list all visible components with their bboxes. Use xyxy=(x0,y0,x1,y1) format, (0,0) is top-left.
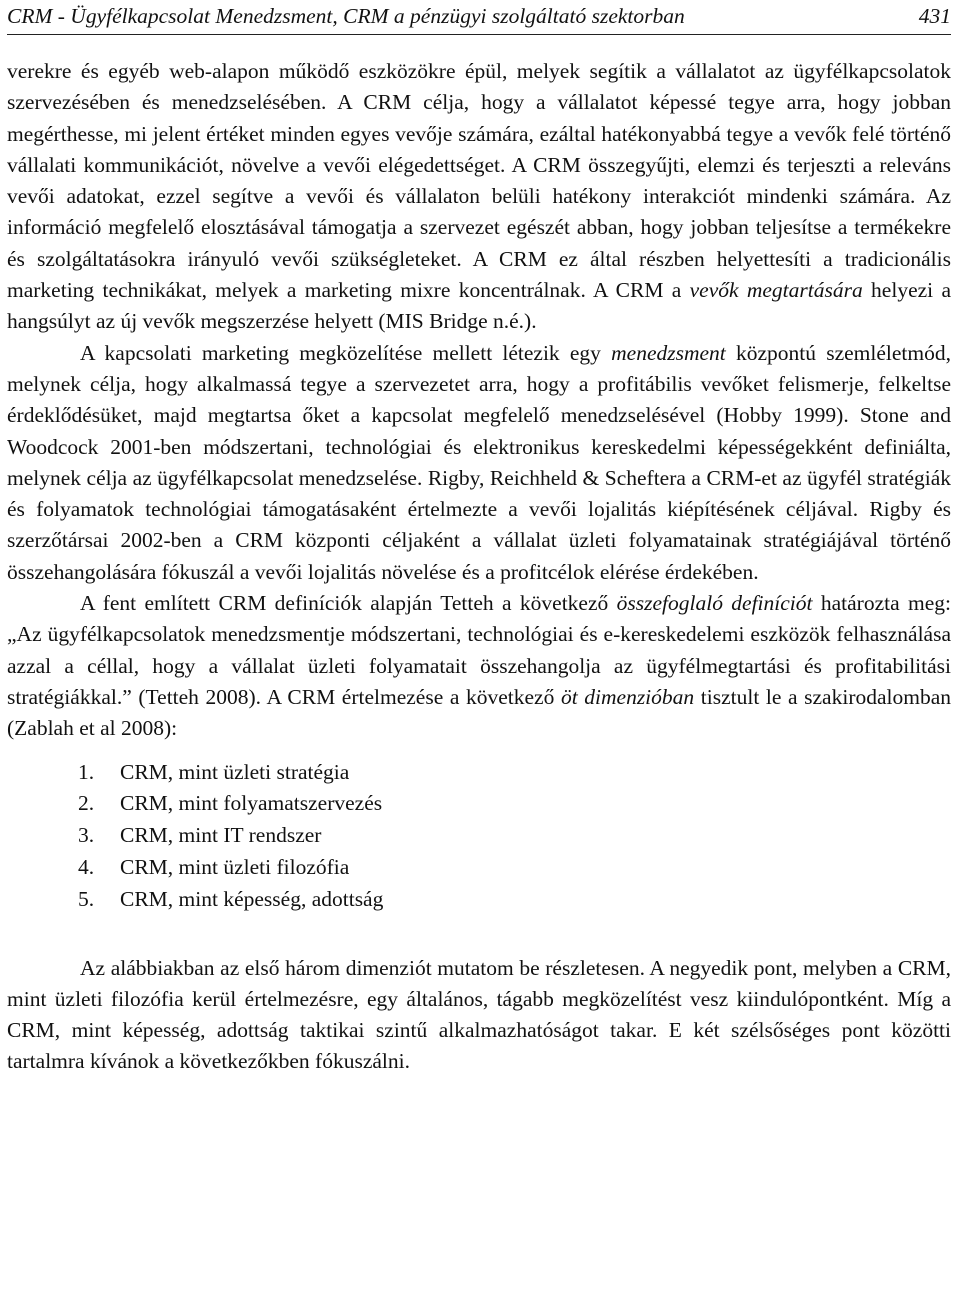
paragraph-3-text-b: határozta meg: „Az ügyfélkapcsolatok menedzsmentje módszertani, technológiai és e-kereskedelemi eszközök felhasználása azzal a céllal, hogy a vállalat üzleti folyamatait összehangolja az ügyfélmegtartási és profitabilitási stratégiákkal.” (Tetteh 2008). A CRM értelmezése a következő xyxy=(7,591,951,709)
paragraph-3 xyxy=(7,588,951,744)
header-title: CRM - Ügyfélkapcsolat Menedzsment, CRM a pénzügyi szolgáltató szektorban xyxy=(7,4,685,28)
body-text xyxy=(7,56,951,1078)
list-item xyxy=(7,820,951,852)
list-item-number: 2. xyxy=(78,791,95,816)
document-page xyxy=(7,0,951,1078)
paragraph-3-text-c: tisztult le a szakirodalomban (Zablah et al 2008): xyxy=(7,684,952,741)
list-item xyxy=(7,788,951,820)
paragraph-1-text-a: verekre és egyéb web-alapon működő eszközökre épül, melyek segítik a vállalatot az ügyfélkapcsolatok szervezésében és menedzselésében. A CRM célja, hogy a vállalatot képessé tegye arra, hogy jobban megérthesse, mi jelent értéket minden egyes vevője számára, ezáltal hatékonyabbá tegye a vevők felé történő vállalati kommunikációt, növelve a vevői elégedettséget. A CRM összegyűjti, elemzi és terjeszti a releváns vevői adatokat, ezzel segítve a vevői és vállalaton belüli hatékony interakciót mindenki számára. Az információ megfelelő elosztásával támogatja a szervezet egészét abban, hogy jobban teljesítse a termékekre és szolgáltatásokra irányuló vevői szükségleteket. A CRM ez által részben helyettesíti a tradicionális marketing technikákat, melyek a marketing mixre koncentrálnak. A CRM a xyxy=(7,59,951,303)
list-item-number: 5. xyxy=(78,886,95,911)
paragraph-4: Az alábbiakban az első három dimenziót mutatom be részletesen. A negyedik pont, melyben a CRM, mint üzleti filozófia kerül értelmezésre, egy általános, tágabb megközelítést vesz kiindulópontként. Míg a CRM, mint képesség, adottság taktikai szintű alkalmazhatóságot takar. E két szélsőséges pont közötti tartalmra kívánok a következőkben fókuszálni. xyxy=(7,955,951,1074)
list-item xyxy=(7,852,951,884)
list-item-number: 3. xyxy=(78,823,95,848)
paragraph-2-emphasis: menedzsment xyxy=(611,340,726,365)
page-number: 431 xyxy=(918,4,951,28)
paragraph-1 xyxy=(7,56,951,338)
running-header xyxy=(7,0,951,35)
list-item xyxy=(7,757,951,789)
paragraph-2-text-a: A kapcsolati marketing megközelítése mellett létezik egy xyxy=(80,340,612,365)
list-item-text: CRM, mint IT rendszer xyxy=(120,823,322,848)
dimension-list xyxy=(7,757,951,916)
list-item-text: CRM, mint folyamatszervezés xyxy=(120,791,383,816)
list-item-number: 1. xyxy=(78,759,95,784)
list-item-text: CRM, mint üzleti stratégia xyxy=(120,759,350,784)
list-item-number: 4. xyxy=(78,854,95,879)
paragraph-1-text-b: helyezi a hangsúlyt az új vevők megszerzése helyett (MIS Bridge n.é.). xyxy=(7,278,951,334)
paragraph-3-text-a: A fent említett CRM definíciók alapján Tetteh a következő xyxy=(80,591,617,616)
paragraph-1-emphasis: vevők megtartására xyxy=(689,278,863,303)
paragraph-3-emphasis-b: öt dimenzióban xyxy=(560,684,695,709)
list-item-text: CRM, mint üzleti filozófia xyxy=(120,854,350,879)
paragraph-2 xyxy=(7,338,951,588)
closing-section xyxy=(7,953,951,1078)
paragraph-3-emphasis-a: összefoglaló definíciót xyxy=(616,591,813,616)
list-item xyxy=(7,884,951,916)
paragraph-2-text-b: központú szemléletmód, melynek célja, hogy alkalmassá tegye a szervezetet arra, hogy a profitábilis vevőket felismerje, felkeltse érdeklődésüket, majd megtartsa őket a kapcsolat megfelelő menedzselésével (Hobby 1999). Stone and Woodcock 2001-ben módszertani, technológiai és elektronikus kereskedelmi képességekként definiálta, melynek célja az ügyfélkapcsolat menedzselése. Rigby, Reichheld & Scheftera a CRM-et az ügyfél stratégiák és folyamatok technológiai támogatásaként értelmezte a vevői lojalitás kiépítésének céljával. Rigby és szerzőtársai 2002-ben a CRM központi céljaként a vállalat üzleti folyamatainak stratégiájával történő összehangolására fókuszál a vevői lojalitás növelése és a profitcélok elérése érdekében. xyxy=(7,340,951,584)
list-item-text: CRM, mint képesség, adottság xyxy=(120,886,384,911)
